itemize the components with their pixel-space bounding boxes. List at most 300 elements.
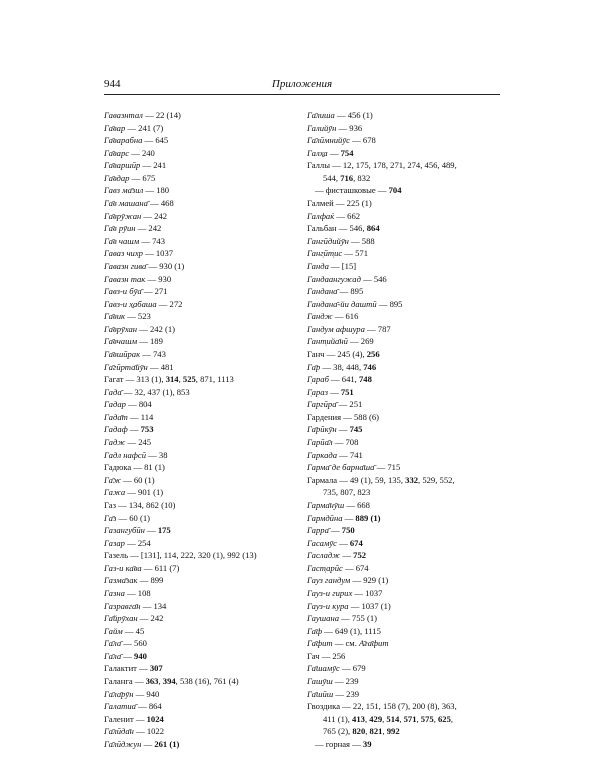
index-entry xyxy=(104,562,294,575)
page-ref-bold: 307 xyxy=(149,663,163,674)
index-entry xyxy=(307,298,501,311)
index-text: , xyxy=(382,713,387,724)
page-ref-bold: 940 xyxy=(134,650,147,661)
index-term: Га̄фит xyxy=(307,638,333,649)
index-term: А̄ға̄фит xyxy=(359,638,389,649)
index-text: Газель — [131], 114, 222, 320 (1), 992 (13) xyxy=(104,550,257,561)
index-text: — xyxy=(144,525,158,536)
index-term: Га̄варшӣр xyxy=(104,160,141,171)
index-entry xyxy=(307,159,501,172)
index-entry-continuation xyxy=(307,713,501,726)
index-entry xyxy=(307,323,501,336)
index-text: Газ — 134, 862 (10) xyxy=(104,499,176,510)
index-entry xyxy=(104,436,294,449)
index-term: Гадаф xyxy=(104,424,128,435)
index-text: — горная — xyxy=(315,738,363,749)
page-ref-bold: (1) xyxy=(169,738,180,749)
page-ref-bold: 750 xyxy=(341,525,355,536)
page-ref-bold: 992 xyxy=(386,726,400,737)
index-text: — 649 (1), 1115 xyxy=(322,625,381,636)
index-entry xyxy=(307,348,501,361)
page-ref-bold: 525 xyxy=(182,374,196,385)
index-term: Гарма̄нӯш xyxy=(307,499,345,510)
index-entry xyxy=(307,197,501,210)
index-term: Гавз-и бӯа̄ xyxy=(104,286,142,297)
index-entry xyxy=(307,662,501,675)
index-entry xyxy=(104,348,294,361)
index-text: — 616 xyxy=(332,311,359,322)
index-entry xyxy=(307,587,501,600)
index-text: — 560 xyxy=(121,638,147,649)
page-ref-bold: 748 xyxy=(358,374,372,385)
index-entry xyxy=(307,474,501,487)
index-term: Га̄р xyxy=(307,361,321,372)
index-entry xyxy=(104,235,294,248)
page-ref-bold: 751 xyxy=(340,386,354,397)
index-entry xyxy=(104,587,294,600)
index-text: — 675 xyxy=(129,172,156,183)
index-entry xyxy=(104,273,294,286)
index-term: Га̄рӣкӯн xyxy=(307,424,337,435)
index-entry xyxy=(104,449,294,462)
index-text: — 1037 xyxy=(352,587,383,598)
index-text: Галанга — xyxy=(104,676,146,687)
index-entry xyxy=(307,134,501,147)
index-text: — 611 (7) xyxy=(141,562,180,573)
index-entry xyxy=(307,637,501,650)
index-text: — xyxy=(328,525,342,536)
index-text: — 32, 437 (1), 853 xyxy=(121,386,190,397)
index-entry xyxy=(307,260,501,273)
index-text: — xyxy=(340,550,354,561)
index-text: — xyxy=(327,386,341,397)
index-text: — 239 xyxy=(332,676,359,687)
index-text: — 755 (1) xyxy=(339,613,377,624)
index-term: Га̄в рӯин xyxy=(104,223,136,234)
page-ref-bold: 514 xyxy=(386,713,400,724)
index-entry xyxy=(307,612,501,625)
running-title: Приложения xyxy=(271,78,333,90)
index-term: Гандаангужад xyxy=(307,273,361,284)
index-entry xyxy=(307,600,501,613)
index-entry xyxy=(104,461,294,474)
index-term: Гадл нафсӣ xyxy=(104,449,146,460)
index-text: — 189 xyxy=(137,336,163,347)
page-ref-bold: 889 xyxy=(355,512,369,523)
index-term: Гауз-и гирих xyxy=(307,587,353,598)
index-term: Гарма̄ де барна̄ша̄ xyxy=(307,462,375,473)
index-term: Газма̄зак xyxy=(104,575,138,586)
index-text: — 641, xyxy=(328,374,359,385)
index-entry xyxy=(307,386,501,399)
index-text: — 741 xyxy=(337,449,363,460)
index-text: , xyxy=(364,713,370,724)
page-ref-bold: 820 xyxy=(352,726,366,737)
index-term: Галатиа̄ xyxy=(104,701,136,712)
index-term: Гавз-и х̱абаша xyxy=(104,298,157,309)
index-term: Га̄гӣрта̄йӯн xyxy=(104,361,148,372)
index-entry xyxy=(307,285,501,298)
index-text: — 60 (1) xyxy=(116,512,150,523)
index-entry xyxy=(104,122,294,135)
index-entry xyxy=(104,411,294,424)
page-ref-bold: 363 xyxy=(145,676,159,687)
index-term: Га̄з xyxy=(104,512,117,523)
index-term: Гауз-и кура xyxy=(307,600,349,611)
index-term: Га̄варабна xyxy=(104,135,143,146)
index-text: — 668 xyxy=(344,499,370,510)
index-text: — 60 (1) xyxy=(120,474,155,485)
page-ref-bold: 746 xyxy=(363,361,377,372)
index-text: — 708 xyxy=(332,437,359,448)
index-entry xyxy=(104,423,294,436)
index-entry xyxy=(307,436,501,449)
index-text: , 529, 552, xyxy=(418,474,455,485)
index-entry xyxy=(307,210,501,223)
index-term: Гандана̄ xyxy=(307,286,338,297)
index-term: Га̄лиша xyxy=(307,110,335,120)
index-entry xyxy=(307,361,501,374)
index-entry xyxy=(307,310,501,323)
index-text: Галактит — xyxy=(104,663,150,674)
index-term: Гауз гандум xyxy=(307,575,351,586)
index-text: — 271 xyxy=(141,286,168,297)
index-term: Га̄ла̄рӯн xyxy=(104,688,134,699)
index-text: — 468 xyxy=(147,198,174,209)
index-entry xyxy=(307,549,501,562)
index-term: Гавазн гива̄ xyxy=(104,260,147,271)
index-text: 765 (2), xyxy=(323,726,353,737)
index-entry xyxy=(104,134,294,147)
index-term: Гарра̄ xyxy=(307,525,329,536)
index-entry xyxy=(104,398,294,411)
index-text: — 787 xyxy=(364,323,391,334)
index-text: — 645 xyxy=(142,135,169,146)
index-text: — 940 xyxy=(133,688,160,699)
index-text: , 832 xyxy=(353,172,371,183)
index-entry xyxy=(307,423,501,436)
page-ref-bold: 39 xyxy=(362,738,372,749)
index-text: — 481 xyxy=(147,361,174,372)
index-entry xyxy=(104,486,294,499)
index-term: Гаушана xyxy=(307,613,340,624)
index-text: Гвоздика — 22, 151, 158 (7), 200 (8), 363, xyxy=(307,701,457,712)
page-ref-bold: 716 xyxy=(340,172,354,183)
index-text: — 245 xyxy=(125,437,152,448)
index-term: Гарӣа̄л xyxy=(307,437,333,448)
index-term: Га̄в чашм xyxy=(104,235,140,246)
index-text: Ганч — 245 (4), xyxy=(307,348,367,359)
index-entry xyxy=(104,210,294,223)
index-term: Га̄варс xyxy=(104,147,130,158)
index-text: , 871, 1113 xyxy=(195,374,234,385)
index-term: Гандум афшура xyxy=(307,323,365,334)
page-ref-bold: 625 xyxy=(437,713,451,724)
index-text: , xyxy=(416,713,421,724)
index-entry xyxy=(104,549,294,562)
index-text: — 240 xyxy=(129,147,155,158)
index-text: — 662 xyxy=(334,210,361,221)
index-text: Гармала — 49 (1), 59, 135, xyxy=(307,474,406,485)
page-ref-bold: 175 xyxy=(157,525,171,536)
index-text: — 38, 448, xyxy=(320,361,364,372)
index-text: , xyxy=(158,676,163,687)
index-text: — 242 xyxy=(141,210,168,221)
index-term: Газравга̄н xyxy=(104,600,141,611)
index-term: Га̄вчашм xyxy=(104,336,138,347)
index-term: Гандана̄-йи даштӣ xyxy=(307,298,377,309)
page-header xyxy=(104,78,500,94)
index-text: , xyxy=(433,713,438,724)
index-term: Г̣араб xyxy=(307,374,329,385)
index-text: — 38 xyxy=(146,449,168,460)
index-entry xyxy=(307,562,501,575)
index-term: Гангӣдийӯн xyxy=(307,235,349,246)
index-entry xyxy=(307,335,501,348)
index-term: Га̄шамӯс xyxy=(307,663,340,674)
index-text: — 134 xyxy=(140,600,167,611)
index-text: — 901 (1) xyxy=(125,487,164,498)
index-text: — 679 xyxy=(339,663,366,674)
page-ref-bold: 752 xyxy=(353,550,367,561)
index-term: Гада̄т xyxy=(104,411,128,422)
index-entry xyxy=(104,285,294,298)
index-entry xyxy=(307,675,501,688)
index-term: Газ-и ка̄ва xyxy=(104,562,142,573)
index-entry xyxy=(104,738,294,751)
index-text: , xyxy=(178,374,183,385)
index-entry xyxy=(307,122,501,135)
index-term: Гавазн так xyxy=(104,273,146,284)
index-entry-continuation xyxy=(307,486,501,499)
index-term: Гармдӣна xyxy=(307,512,343,523)
index-entry xyxy=(104,537,294,550)
index-text: — 241 (7) xyxy=(125,122,164,133)
index-entry xyxy=(307,222,501,235)
index-text: 735, 807, 823 xyxy=(323,487,371,498)
index-term: Галфаќ xyxy=(307,210,335,221)
index-column-right xyxy=(307,109,501,750)
index-entry xyxy=(307,109,501,122)
index-term: Га̄лӣмнийӯс xyxy=(307,135,350,146)
index-text: — xyxy=(121,650,135,661)
index-entry xyxy=(307,688,501,701)
index-entry xyxy=(104,197,294,210)
index-term: Гасладж xyxy=(307,550,341,561)
index-text: — 239 xyxy=(333,688,360,699)
index-term: Гада̄ xyxy=(104,386,122,397)
index-entry xyxy=(307,411,501,424)
index-text: — 895 xyxy=(376,298,403,309)
index-text: , xyxy=(450,713,454,724)
index-text: — [15] xyxy=(328,260,357,271)
index-text: — 1037 (1) xyxy=(348,600,391,611)
index-text: — xyxy=(336,537,350,548)
index-entry xyxy=(104,159,294,172)
page-ref-bold: 864 xyxy=(366,223,380,234)
index-text: — 242 (1) xyxy=(137,323,176,334)
index-term: Гаст̣арӣс xyxy=(307,562,343,573)
index-entry xyxy=(104,474,294,487)
page-ref-bold: 256 xyxy=(366,348,380,359)
index-text: — 743 xyxy=(139,235,165,246)
index-text: , xyxy=(399,713,404,724)
index-text: — 899 xyxy=(137,575,164,586)
index-term: Га̄ж xyxy=(104,474,121,485)
index-text: — 715 xyxy=(374,462,401,473)
index-term: Гадар xyxy=(104,399,126,410)
index-text: — 936 xyxy=(336,122,363,133)
index-entry xyxy=(307,461,501,474)
index-entry xyxy=(104,172,294,185)
page-ref-bold: 314 xyxy=(165,374,179,385)
index-term: Гант̣ийа̄нӣ xyxy=(307,336,348,347)
index-entry xyxy=(104,361,294,374)
index-term: Ганда xyxy=(307,260,329,271)
page-ref-bold: (1) xyxy=(370,512,381,523)
index-entry xyxy=(104,688,294,701)
page-ref-bold: 332 xyxy=(405,474,419,485)
index-text: — 895 xyxy=(337,286,364,297)
index-term: Га̄ф xyxy=(307,625,323,636)
index-text: — 804 xyxy=(125,399,152,410)
index-term: Га̄лӣда̄н xyxy=(104,726,134,737)
header-rule xyxy=(104,94,500,95)
index-entry-continuation xyxy=(307,172,501,185)
index-text: — фисташковые — xyxy=(315,185,389,196)
index-text: Гадюка — 81 (1) xyxy=(104,462,165,473)
index-term: Гадж xyxy=(104,437,126,448)
index-text: — 1022 xyxy=(133,726,165,737)
index-entry xyxy=(104,524,294,537)
index-text: Гагат — 313 (1), xyxy=(104,374,166,385)
index-term: Га̄вшӣрак xyxy=(104,348,141,359)
index-text: — 743 xyxy=(140,348,166,359)
index-term: Гандж xyxy=(307,311,333,322)
index-term: Гавазнтал xyxy=(104,110,143,120)
index-entry xyxy=(104,335,294,348)
index-entry xyxy=(307,650,501,663)
index-entry xyxy=(104,323,294,336)
index-entry xyxy=(104,260,294,273)
index-term: Ганг̣ӣт̣ис xyxy=(307,248,343,259)
index-term: Гажа xyxy=(104,487,126,498)
index-term: Га̄ла̄ xyxy=(104,650,122,661)
index-entry xyxy=(104,298,294,311)
index-entry xyxy=(307,537,501,550)
index-entry xyxy=(307,700,501,713)
page-ref-bold: 674 xyxy=(349,537,363,548)
index-entry xyxy=(104,499,294,512)
index-text: , 538 (16), 761 (4) xyxy=(175,676,239,687)
index-text: — 864 xyxy=(135,701,162,712)
index-entry xyxy=(104,625,294,638)
index-text: — 930 (1) xyxy=(146,260,185,271)
index-term: Га̄вик xyxy=(104,311,126,322)
index-entry xyxy=(307,235,501,248)
index-text: — 108 xyxy=(124,587,151,598)
index-term: Г̣араз xyxy=(307,386,328,397)
index-entry xyxy=(104,574,294,587)
index-text: Галлы — 12, 175, 178, 271, 274, 456, 489, xyxy=(307,160,457,171)
index-text: — 241 xyxy=(140,160,167,171)
index-entry xyxy=(104,184,294,197)
index-entry xyxy=(104,713,294,726)
index-text: — 1037 xyxy=(142,248,174,259)
index-text: — 571 xyxy=(342,248,368,259)
index-term: Галийӯн xyxy=(307,122,337,133)
index-term: Газна xyxy=(104,587,125,598)
index-text: — 546 xyxy=(360,273,387,284)
index-entry-continuation xyxy=(307,738,501,751)
index-term: Гаркада xyxy=(307,449,338,460)
index-entry xyxy=(307,499,501,512)
index-text: Гардения — 588 (6) xyxy=(307,411,380,422)
index-text: — 114 xyxy=(127,411,154,422)
index-text: — 45 xyxy=(122,625,145,636)
index-text: — 251 xyxy=(336,399,363,410)
index-term: Гаваз чихр xyxy=(104,248,143,259)
index-term: Га̄йрӯхан xyxy=(104,613,138,624)
index-term: Гавз ма̄зил xyxy=(104,185,144,196)
index-text: — 242 xyxy=(135,223,162,234)
index-entry xyxy=(307,574,501,587)
page-ref-bold: 394 xyxy=(162,676,176,687)
page-ref-bold: 745 xyxy=(349,424,363,435)
index-text: — 269 xyxy=(347,336,374,347)
index-term: Газар xyxy=(104,537,125,548)
index-entry xyxy=(307,524,501,537)
index-text: — 180 xyxy=(143,185,170,196)
page-ref-bold: 821 xyxy=(369,726,383,737)
index-term: Гайм xyxy=(104,625,123,636)
index-text: Галенит — xyxy=(104,713,147,724)
page-ref-bold: 753 xyxy=(140,424,154,435)
index-entry xyxy=(104,725,294,738)
index-text: , xyxy=(382,726,387,737)
index-entry xyxy=(307,247,501,260)
index-entry xyxy=(104,700,294,713)
index-term: Газангубӣн xyxy=(104,525,145,536)
page-ref-bold: 1024 xyxy=(146,713,164,724)
index-term: Гаргӣра̄ xyxy=(307,399,337,410)
index-term: Га̄лӣджун xyxy=(104,738,142,749)
index-text: Гач — 256 xyxy=(307,650,346,661)
index-text: — 588 xyxy=(348,235,375,246)
index-term: Галх̱а xyxy=(307,147,328,158)
index-term: Га̄ла̄ xyxy=(104,638,122,649)
index-text: — xyxy=(141,738,155,749)
index-text: — 22 (14) xyxy=(142,110,181,120)
index-entry xyxy=(104,675,294,688)
index-entry xyxy=(307,373,501,386)
page-number: 944 xyxy=(104,78,121,90)
page-ref-bold: 571 xyxy=(403,713,417,724)
index-term: Га̄вар xyxy=(104,122,126,133)
index-entry xyxy=(104,650,294,663)
index-text: — 930 xyxy=(145,273,172,284)
index-entry xyxy=(307,273,501,286)
index-text: — 272 xyxy=(156,298,183,309)
index-term: Га̄шӣш xyxy=(307,688,334,699)
index-entry xyxy=(307,398,501,411)
index-column-left xyxy=(104,109,294,750)
index-text: Гальбан — 546, xyxy=(307,223,367,234)
page-ref-bold: 704 xyxy=(388,185,402,196)
index-text: Галмей — 225 (1) xyxy=(307,198,372,209)
page-ref-bold: 754 xyxy=(340,147,354,158)
index-entry xyxy=(104,373,294,386)
